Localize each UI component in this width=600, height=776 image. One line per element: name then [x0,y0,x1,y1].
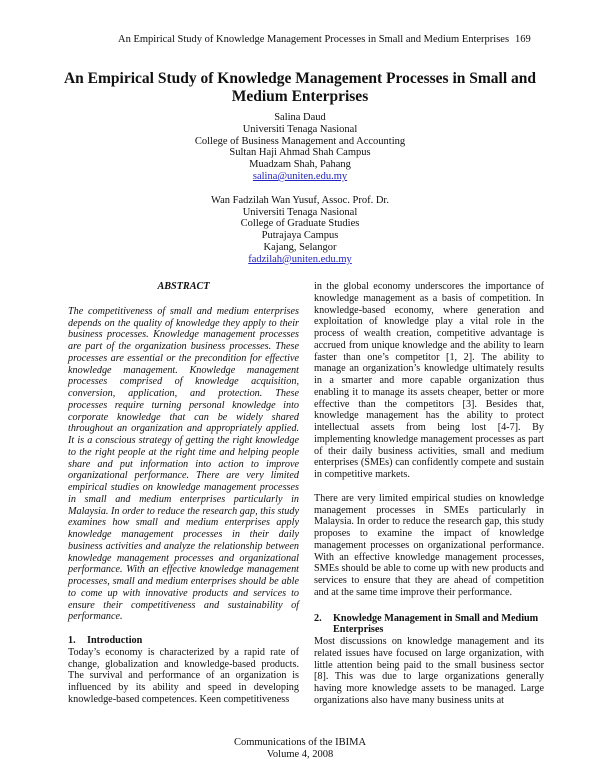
author-affiliation: College of Business Management and Accounting [194,135,406,147]
intro-paragraph-1: Today’s economy is characterized by a rapid rate of change, globalization and knowledge-based products. The survival and performance of an organization is influenced by its ability and speed in developing knowledge-based competences. Keen competitiveness [68,646,299,705]
section-title-continued: Enterprises [333,624,384,636]
intro-paragraph-1-continued: in the global economy underscores the importance of knowledge management as a basis of competition. In knowledge-based economy, where generation and exploitation of knowledge play a vital role in the process of wealth creation, competitive advantage is accrued from unique knowledge and the ability to learn faster than one’s competitor [1, 2]. The ability to manage an organization’s knowledge ultimately results in a smarter and more capable organization thus enabling it to manage its assets cheaper, better or more effective than the competitors [3]. Besides that, knowledge management has the ability to protect intellectual assets from being lost [4-7]. By implementing knowledge management processes as part of their daily business activities, small and medium enterprises (SMEs) can confidently compete and sustain in competitive markets. [314,281,544,480]
section-1-heading [68,635,299,647]
abstract-text: The competitiveness of small and medium enterprises depends on the quality of knowledge they apply to their business processes. Knowledge management processes are part of the organization business processes. These processes are essential or the precondition for effective knowledge management. Knowledge management processes comprised of knowledge acquisition, conversion, application, and protection. These processes require turning personal knowledge into corporate knowledge that can be widely shared throughout an organization and appropriately applied. It is a conscious strategy of getting the right knowledge to the right people at the right time and helping people share and put information into action to improve organizational performance. There are very limited empirical studies on knowledge management processes in small and medium enterprises particularly in Malaysia. In order to reduce the research gap, this study examines how small and medium enterprises apply knowledge management processes in their daily business activities and analyze the relationship between knowledge management processes and organizational performance. With an effective knowledge management processes, small and medium enterprises should be able to come up with innovative products and services to ensure their competitiveness and sustainability of performance. [68,305,299,623]
section-2-heading [314,613,544,637]
page-number: 169 [515,34,531,45]
author-affiliation: Universiti Tenaga Nasional [242,123,358,135]
author-email-link[interactable]: fadzilah@uniten.edu.my [248,253,352,265]
section-2-paragraph-1: Most discussions on knowledge management and its related issues have focused on large organization, with little attention being paid to the small business sector [8]. This was due to large organizations generally having more knowledge assets to be managed. Large organizations also have many business units at [314,636,544,706]
left-column [68,281,299,706]
author-affiliation: Universiti Tenaga Nasional [242,206,358,218]
author-name: Wan Fadzilah Wan Yusuf, Assoc. Prof. Dr. [211,194,389,206]
intro-paragraph-2: There are very limited empirical studies on knowledge management processes in SMEs particularly in Malaysia. In order to reduce the research gap, this study proposes to examine the impact of knowledge management processes on organizational performance. With an effective knowledge management processes, SMEs should be able to come up with new products and services to ensure that they are ahead of competition and at the same time improve their performance. [314,492,544,598]
section-number: 2. [314,612,322,624]
author-block-2 [0,195,600,266]
abstract-heading: ABSTRACT [157,281,210,292]
author-section [0,112,600,278]
author-name: Salina Daud [274,112,326,123]
section-number: 1. [68,635,76,646]
author-affiliation: Putrajaya Campus [261,230,339,242]
right-column [314,281,544,707]
author-block-1 [0,112,600,183]
page-footer [0,737,600,761]
paper-title: An Empirical Study of Knowledge Management Processes in Small and Medium Enterprises [63,70,537,105]
author-email-link[interactable]: salina@uniten.edu.my [252,170,348,182]
author-affiliation: Kajang, Selangor [263,241,337,253]
section-title: Knowledge Management in Small and Medium [333,612,539,624]
section-title: Introduction [87,635,143,646]
author-affiliation: College of Graduate Studies [240,218,360,230]
journal-volume: Volume 4, 2008 [266,749,334,760]
running-head-title: An Empirical Study of Knowledge Management Processes in Small and Medium Enterprises [118,34,510,45]
author-affiliation: Sultan Haji Ahmad Shah Campus [229,147,371,159]
author-affiliation: Muadzam Shah, Pahang [249,159,351,171]
journal-name: Communications of the IBIMA [233,737,367,748]
